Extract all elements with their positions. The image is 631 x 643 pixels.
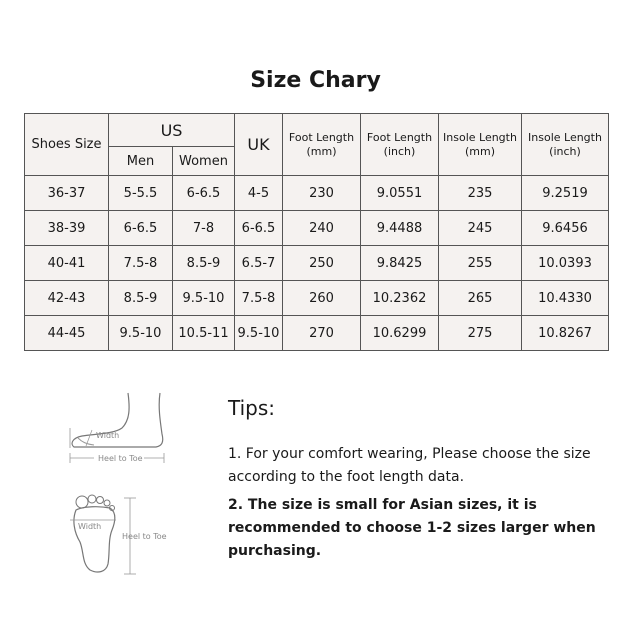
cell-insole-mm: 275: [439, 316, 522, 351]
cell-uk: 7.5-8: [235, 281, 283, 316]
cell-uk: 6.5-7: [235, 246, 283, 281]
cell-insole-in: 10.8267: [522, 316, 609, 351]
heel-to-toe-label: Heel to Toe: [122, 532, 167, 541]
tip-2: 2. The size is small for Asian sizes, it is recommended to choose 1-2 sizes larger when purchasing.: [228, 497, 596, 559]
cell-insole-in: 10.4330: [522, 281, 609, 316]
cell-foot-in: 10.2362: [361, 281, 439, 316]
header-label: Foot Length: [366, 130, 433, 144]
table-row: [25, 176, 609, 211]
header-us: US: [109, 114, 235, 147]
cell-size: 42-43: [25, 281, 109, 316]
table-row: [25, 246, 609, 281]
cell-size: 36-37: [25, 176, 109, 211]
header-men: Men: [109, 147, 173, 176]
table-row: [25, 211, 609, 246]
tip-1: 1. For your comfort wearing, Please choose the size according to the foot length data.: [228, 446, 591, 485]
header-uk: UK: [235, 114, 283, 176]
header-row: [25, 114, 609, 147]
heel-to-toe-label: Heel to Toe: [98, 454, 143, 463]
tips-title: Tips:: [228, 396, 276, 420]
cell-uk: 6-6.5: [235, 211, 283, 246]
table-row: [25, 281, 609, 316]
foot-side-icon: [64, 390, 184, 470]
foot-top-diagram: [64, 490, 184, 584]
header-unit: (inch): [383, 144, 416, 158]
cell-men: 6-6.5: [109, 211, 173, 246]
cell-men: 5-5.5: [109, 176, 173, 211]
cell-men: 8.5-9: [109, 281, 173, 316]
header-foot-length-mm: [283, 114, 361, 176]
header-label: Foot Length: [288, 130, 355, 144]
foot-top-icon: [64, 490, 184, 580]
cell-insole-in: 9.2519: [522, 176, 609, 211]
header-label: Insole Length: [443, 130, 517, 144]
cell-women: 10.5-11: [173, 316, 235, 351]
cell-men: 7.5-8: [109, 246, 173, 281]
cell-uk: 4-5: [235, 176, 283, 211]
cell-foot-in: 9.4488: [361, 211, 439, 246]
cell-insole-mm: 265: [439, 281, 522, 316]
cell-size: 40-41: [25, 246, 109, 281]
cell-foot-mm: 270: [283, 316, 361, 351]
table-row: [25, 316, 609, 351]
cell-foot-in: 9.8425: [361, 246, 439, 281]
cell-uk: 9.5-10: [235, 316, 283, 351]
header-unit: (mm): [464, 144, 495, 158]
cell-insole-in: 9.6456: [522, 211, 609, 246]
cell-foot-in: 9.0551: [361, 176, 439, 211]
cell-women: 6-6.5: [173, 176, 235, 211]
cell-insole-mm: 255: [439, 246, 522, 281]
foot-side-diagram: [64, 390, 184, 474]
width-label: Width: [96, 431, 120, 440]
header-insole-length-mm: [439, 114, 522, 176]
cell-foot-mm: 260: [283, 281, 361, 316]
header-unit: (inch): [549, 144, 581, 158]
page-title: Size Chary: [250, 68, 381, 93]
cell-size: 44-45: [25, 316, 109, 351]
header-unit: (mm): [306, 144, 337, 158]
cell-women: 8.5-9: [173, 246, 235, 281]
cell-foot-in: 10.6299: [361, 316, 439, 351]
cell-foot-mm: 240: [283, 211, 361, 246]
size-chart-table: [24, 113, 609, 351]
cell-foot-mm: 230: [283, 176, 361, 211]
cell-foot-mm: 250: [283, 246, 361, 281]
cell-women: 7-8: [173, 211, 235, 246]
cell-women: 9.5-10: [173, 281, 235, 316]
cell-men: 9.5-10: [109, 316, 173, 351]
header-women: Women: [173, 147, 235, 176]
header-label: Insole Length: [528, 130, 602, 144]
width-label: Width: [78, 522, 102, 531]
cell-size: 38-39: [25, 211, 109, 246]
cell-insole-mm: 245: [439, 211, 522, 246]
cell-insole-in: 10.0393: [522, 246, 609, 281]
header-insole-length-inch: [522, 114, 609, 176]
header-shoes-size: Shoes Size: [25, 114, 109, 176]
header-foot-length-inch: [361, 114, 439, 176]
cell-insole-mm: 235: [439, 176, 522, 211]
